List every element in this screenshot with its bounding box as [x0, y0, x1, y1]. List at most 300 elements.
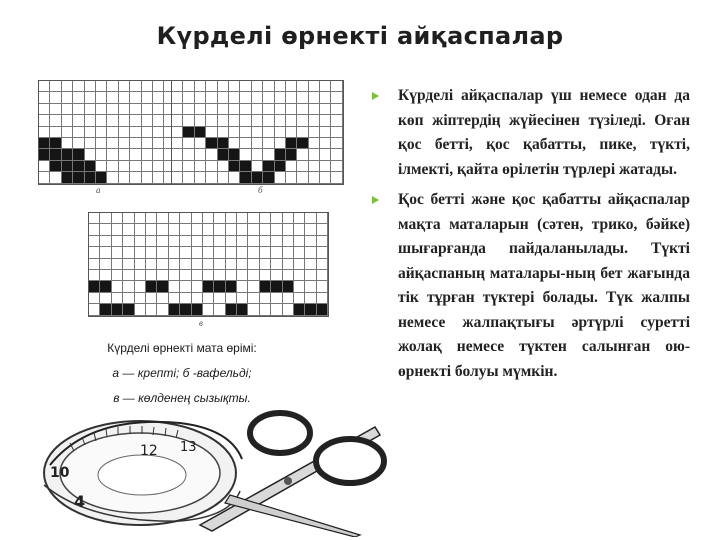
weave-cell — [85, 161, 96, 172]
weave-cell — [39, 138, 50, 149]
weave-cell — [309, 149, 320, 160]
weave-cell — [195, 104, 206, 115]
weave-cell — [297, 115, 308, 126]
weave-cell — [107, 92, 118, 103]
weave-cell — [206, 92, 217, 103]
weave-cell — [271, 270, 282, 281]
weave-cell — [73, 115, 84, 126]
weave-cell — [146, 270, 157, 281]
weave-cell — [183, 138, 194, 149]
weave-cell — [73, 81, 84, 92]
weave-cell — [297, 138, 308, 149]
weave-cell — [157, 224, 168, 235]
weave-cell — [248, 293, 259, 304]
weave-cell — [214, 270, 225, 281]
weave-cell — [157, 236, 168, 247]
weave-cell — [206, 138, 217, 149]
weave-cell — [89, 224, 100, 235]
weave-cell — [297, 104, 308, 115]
weave-cell — [107, 138, 118, 149]
weave-cell — [130, 138, 141, 149]
weave-cell — [286, 172, 297, 183]
weave-cell — [62, 81, 73, 92]
weave-cell — [331, 138, 342, 149]
weave-cell — [271, 247, 282, 258]
weave-cell — [130, 172, 141, 183]
weave-cell — [263, 149, 274, 160]
weave-cell — [195, 115, 206, 126]
weave-cell — [317, 259, 328, 270]
weave-cell — [218, 149, 229, 160]
weave-cell — [172, 104, 183, 115]
weave-cell — [226, 259, 237, 270]
weave-cell — [73, 104, 84, 115]
bullet-item — [372, 188, 690, 384]
weave-cell — [62, 127, 73, 138]
weave-cell — [107, 127, 118, 138]
weave-cell — [73, 161, 84, 172]
weave-cell — [142, 149, 153, 160]
weave-cell — [229, 138, 240, 149]
weave-cell — [130, 115, 141, 126]
weave-cell — [96, 81, 107, 92]
weave-cell — [283, 304, 294, 315]
weave-cell — [240, 81, 251, 92]
weave-cell — [180, 304, 191, 315]
weave-cell — [248, 281, 259, 292]
weave-cell — [39, 149, 50, 160]
weave-cell — [275, 172, 286, 183]
weave-cell — [309, 92, 320, 103]
weave-cell — [248, 304, 259, 315]
weave-cell — [123, 270, 134, 281]
weave-cell — [130, 149, 141, 160]
weave-cell — [286, 81, 297, 92]
weave-cell — [135, 304, 146, 315]
weave-cell — [271, 259, 282, 270]
weave-cell — [135, 236, 146, 247]
weave-cell — [39, 92, 50, 103]
weave-cell — [180, 281, 191, 292]
weave-cell — [252, 149, 263, 160]
weave-cell — [107, 115, 118, 126]
weave-cell — [214, 293, 225, 304]
weave-cell — [320, 115, 331, 126]
weave-cell — [107, 81, 118, 92]
weave-cell — [218, 127, 229, 138]
weave-cell — [112, 213, 123, 224]
weave-cell — [195, 81, 206, 92]
weave-cell — [135, 281, 146, 292]
weave-cell — [218, 104, 229, 115]
weave-cell — [50, 138, 61, 149]
weave-cell — [206, 104, 217, 115]
weave-cell — [286, 104, 297, 115]
weave-cell — [331, 104, 342, 115]
weave-cell — [73, 138, 84, 149]
weave-cell — [286, 115, 297, 126]
weave-cell — [100, 213, 111, 224]
weave-cell — [305, 259, 316, 270]
weave-cell — [317, 247, 328, 258]
weave-cell — [192, 224, 203, 235]
weave-cell — [317, 224, 328, 235]
weave-cell — [237, 270, 248, 281]
weave-cell — [240, 104, 251, 115]
weave-cell — [226, 236, 237, 247]
weave-cell — [142, 172, 153, 183]
weave-cell — [183, 149, 194, 160]
weave-cell — [62, 92, 73, 103]
weave-cell — [96, 138, 107, 149]
weave-cell — [237, 281, 248, 292]
weave-cell — [263, 127, 274, 138]
weave-cell — [206, 115, 217, 126]
bullet-text: Қос бетті және қос қабатты айқаспалар мақта маталарын (сәтен, трико, бәйке) шығарғанда пайдаланылады. Түкті айқаспаның маталары-ның бет жағында тік тұрған түктері болады. Түк жалпы немесе жалпақтығы әртүрлі суретті жолақ немесе түктен салынған ою-өрнекті болуы мүмкін. — [398, 191, 690, 380]
weave-cell — [275, 81, 286, 92]
weave-cell — [309, 81, 320, 92]
figure-caption-line2: в — көлденең сызықты. — [113, 391, 251, 405]
weave-cell — [229, 92, 240, 103]
weave-cell — [39, 172, 50, 183]
weave-cell — [85, 172, 96, 183]
weave-cell — [206, 161, 217, 172]
weave-cell — [317, 236, 328, 247]
weave-cell — [153, 138, 164, 149]
weave-cell — [112, 281, 123, 292]
weave-cell — [85, 81, 96, 92]
weave-cell — [252, 161, 263, 172]
weave-cell — [294, 259, 305, 270]
weave-cell — [100, 281, 111, 292]
weave-cell — [85, 115, 96, 126]
weave-cell — [73, 172, 84, 183]
weave-cell — [320, 92, 331, 103]
weave-cell — [271, 213, 282, 224]
weave-cell — [214, 236, 225, 247]
weave-cell — [263, 138, 274, 149]
weave-cell — [50, 104, 61, 115]
weave-cell — [130, 104, 141, 115]
weave-cell — [50, 149, 61, 160]
weave-cell — [50, 172, 61, 183]
weave-cell — [206, 149, 217, 160]
weave-cell — [283, 224, 294, 235]
weave-cell — [271, 281, 282, 292]
weave-cell — [96, 172, 107, 183]
weave-cell — [317, 304, 328, 315]
weave-cell — [192, 213, 203, 224]
weave-cell — [39, 161, 50, 172]
weave-cell — [96, 149, 107, 160]
weave-cell — [226, 281, 237, 292]
weave-cell — [100, 270, 111, 281]
weave-cell — [172, 138, 183, 149]
weave-cell — [286, 161, 297, 172]
weave-cell — [283, 259, 294, 270]
weave-cell — [294, 213, 305, 224]
weave-cell — [130, 92, 141, 103]
weave-cell — [169, 259, 180, 270]
weave-cell — [89, 213, 100, 224]
weave-cell — [135, 270, 146, 281]
weave-cell — [73, 127, 84, 138]
weave-cell — [180, 247, 191, 258]
weave-cell — [183, 161, 194, 172]
weave-cell — [203, 236, 214, 247]
figure-caption-title: Күрделі өрнекті мата өрімі: — [107, 341, 257, 355]
weave-cell — [100, 304, 111, 315]
weave-cell — [192, 236, 203, 247]
weave-cell — [229, 81, 240, 92]
weave-cell — [214, 247, 225, 258]
weave-cell — [309, 104, 320, 115]
weave-cell — [123, 224, 134, 235]
weave-cell — [218, 161, 229, 172]
weave-cell — [135, 247, 146, 258]
weave-cell — [203, 270, 214, 281]
weave-cell — [50, 92, 61, 103]
weave-cell — [260, 270, 271, 281]
weave-cell — [294, 247, 305, 258]
weave-cell — [153, 149, 164, 160]
weave-cell — [252, 127, 263, 138]
weave-cell — [123, 304, 134, 315]
weave-cell — [248, 259, 259, 270]
weave-cell — [297, 161, 308, 172]
weave-cell — [96, 104, 107, 115]
weave-cell — [320, 81, 331, 92]
weave-cell — [153, 92, 164, 103]
weave-cell — [240, 149, 251, 160]
weave-cell — [305, 293, 316, 304]
weave-cell — [214, 304, 225, 315]
weave-cell — [172, 149, 183, 160]
weave-cell — [107, 161, 118, 172]
weave-cell — [142, 161, 153, 172]
weave-cell — [180, 224, 191, 235]
weave-cell — [297, 127, 308, 138]
weave-cell — [85, 104, 96, 115]
weave-cell — [305, 270, 316, 281]
weave-cell — [309, 115, 320, 126]
weave-cell — [252, 92, 263, 103]
weave-cell — [226, 293, 237, 304]
weave-cell — [39, 127, 50, 138]
weave-cell — [226, 304, 237, 315]
weave-cell — [123, 259, 134, 270]
weave-cell — [62, 149, 73, 160]
weave-cell — [89, 293, 100, 304]
weave-cell — [100, 247, 111, 258]
weave-cell — [169, 293, 180, 304]
weave-cell — [89, 304, 100, 315]
weave-cell — [294, 304, 305, 315]
weave-cell — [157, 293, 168, 304]
weave-cell — [218, 138, 229, 149]
weave-cell — [146, 247, 157, 258]
weave-cell — [142, 81, 153, 92]
weave-cell — [146, 259, 157, 270]
weave-cell — [100, 236, 111, 247]
weave-cell — [229, 149, 240, 160]
weave-cell — [226, 213, 237, 224]
weave-cell — [146, 213, 157, 224]
weave-cell — [294, 293, 305, 304]
weave-cell — [192, 259, 203, 270]
weave-cell — [130, 81, 141, 92]
weave-cell — [294, 270, 305, 281]
weave-cell — [62, 161, 73, 172]
weave-cell — [180, 270, 191, 281]
weave-cell — [169, 236, 180, 247]
weave-cell — [297, 81, 308, 92]
weave-cell — [73, 149, 84, 160]
weave-cell — [142, 138, 153, 149]
weave-cell — [119, 149, 130, 160]
weave-cell — [305, 304, 316, 315]
weave-cell — [192, 293, 203, 304]
tape-number: 12 — [140, 443, 158, 459]
weave-cell — [317, 270, 328, 281]
weave-cell — [331, 172, 342, 183]
weave-cell — [240, 172, 251, 183]
weave-cell — [142, 104, 153, 115]
weave-cell — [229, 127, 240, 138]
weave-cell — [146, 281, 157, 292]
weave-cell — [331, 81, 342, 92]
weave-cell — [317, 281, 328, 292]
weave-cell — [229, 172, 240, 183]
weave-cell — [169, 224, 180, 235]
weave-cell — [157, 247, 168, 258]
bullet-arrow-icon — [372, 196, 379, 204]
weave-cell — [73, 92, 84, 103]
weave-cell — [252, 138, 263, 149]
weave-cell — [142, 92, 153, 103]
weave-cell — [100, 293, 111, 304]
weave-cell — [195, 161, 206, 172]
weave-cell — [39, 81, 50, 92]
weave-cell — [305, 224, 316, 235]
weave-cell — [119, 92, 130, 103]
weave-cell — [169, 270, 180, 281]
weave-cell — [100, 259, 111, 270]
weave-cell — [142, 127, 153, 138]
weave-cell — [62, 172, 73, 183]
weave-cell — [283, 293, 294, 304]
weave-cell — [157, 213, 168, 224]
weave-cell — [146, 304, 157, 315]
weave-cell — [229, 115, 240, 126]
weave-cell — [192, 281, 203, 292]
weave-cell — [130, 127, 141, 138]
weave-cell — [283, 247, 294, 258]
weave-cell — [119, 115, 130, 126]
weave-cell — [183, 115, 194, 126]
weave-cell — [50, 161, 61, 172]
weave-cell — [283, 270, 294, 281]
weave-cell — [248, 247, 259, 258]
weave-cell — [206, 127, 217, 138]
weave-cell — [50, 115, 61, 126]
weave-cell — [248, 270, 259, 281]
weave-cell — [237, 259, 248, 270]
weave-cell — [214, 281, 225, 292]
weave-cell — [89, 236, 100, 247]
weave-cell — [112, 236, 123, 247]
weave-cell — [135, 213, 146, 224]
page-title: Күрделі өрнекті айқаспалар — [156, 22, 564, 50]
weave-cell — [240, 92, 251, 103]
weave-cell — [271, 224, 282, 235]
weave-cell — [180, 293, 191, 304]
weave-cell — [169, 247, 180, 258]
weave-cell — [100, 224, 111, 235]
weave-cell — [195, 138, 206, 149]
weave-cell — [203, 259, 214, 270]
weave-cell — [142, 115, 153, 126]
weave-cell — [195, 127, 206, 138]
weave-cell — [252, 81, 263, 92]
weave-cell — [260, 304, 271, 315]
weave-cell — [203, 304, 214, 315]
weave-cell — [263, 161, 274, 172]
bullet-arrow-icon — [372, 92, 379, 100]
weave-cell — [183, 172, 194, 183]
weave-cell — [283, 213, 294, 224]
weave-cell — [146, 293, 157, 304]
weave-cell — [237, 293, 248, 304]
weave-cell — [195, 92, 206, 103]
weave-cell — [153, 161, 164, 172]
weave-cell — [172, 127, 183, 138]
weave-cell — [294, 281, 305, 292]
weave-cell — [286, 138, 297, 149]
weave-cell — [62, 138, 73, 149]
weave-cell — [305, 236, 316, 247]
weave-cell — [260, 281, 271, 292]
weave-cell — [309, 161, 320, 172]
weave-cell — [169, 304, 180, 315]
weave-cell — [203, 281, 214, 292]
weave-cell — [271, 293, 282, 304]
weave-cell — [112, 224, 123, 235]
weave-cell — [107, 104, 118, 115]
weave-cell — [135, 224, 146, 235]
weave-cell — [218, 92, 229, 103]
weave-cell — [263, 115, 274, 126]
weave-cell — [183, 81, 194, 92]
weave-cell — [157, 270, 168, 281]
weave-cell — [157, 281, 168, 292]
weave-cell — [309, 127, 320, 138]
weave-cell — [112, 270, 123, 281]
weave-cell — [275, 92, 286, 103]
weave-cell — [240, 127, 251, 138]
weave-cell — [183, 92, 194, 103]
weave-cell — [252, 172, 263, 183]
weave-cell — [192, 247, 203, 258]
weave-cell — [119, 172, 130, 183]
weave-cell — [229, 104, 240, 115]
weave-cell — [240, 138, 251, 149]
weave-cell — [260, 236, 271, 247]
weave-cell — [89, 247, 100, 258]
figure-caption-line1: а — крепті; б -вафельді; — [112, 366, 252, 380]
weave-cell — [263, 81, 274, 92]
weave-cell — [305, 281, 316, 292]
